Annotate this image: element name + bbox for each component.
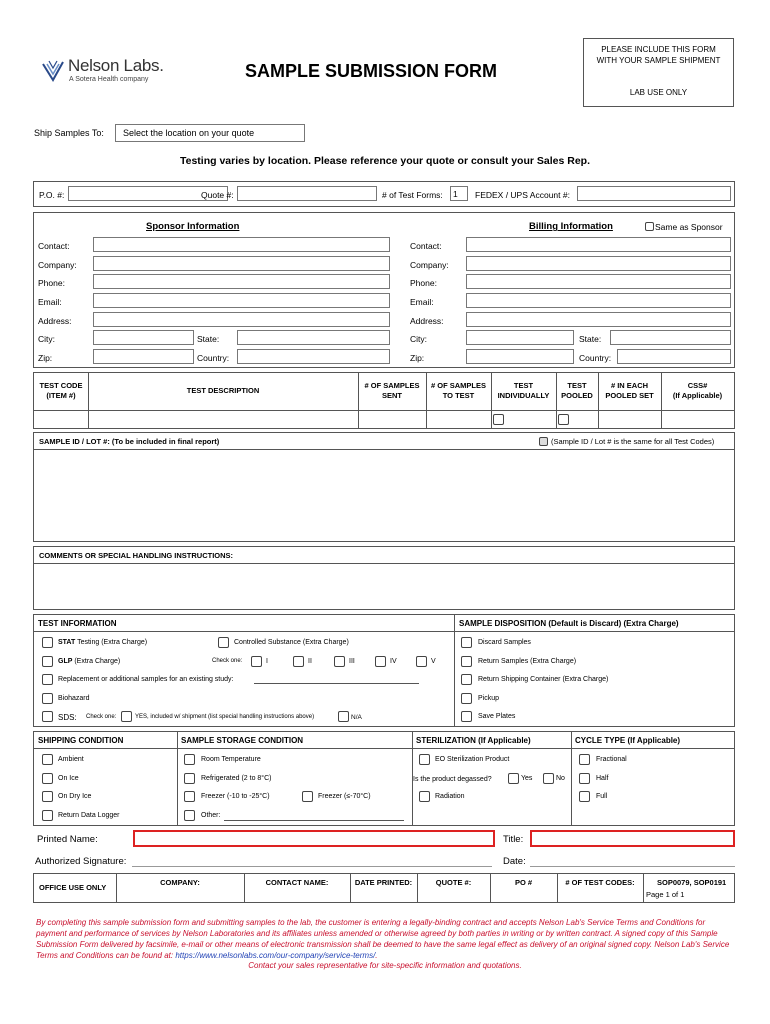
schedule-v-checkbox[interactable]: [416, 656, 427, 667]
col-samples-sent-b: SENT: [381, 391, 402, 400]
schedule-i-checkbox[interactable]: [251, 656, 262, 667]
glp-label-bold: GLP: [58, 658, 73, 665]
col-test-code: [34, 381, 88, 401]
dry-ice-checkbox[interactable]: [42, 791, 53, 802]
col-css-b: (If Applicable): [672, 391, 723, 400]
other-field[interactable]: [224, 820, 404, 821]
on-ice-checkbox[interactable]: [42, 773, 53, 784]
radiation-checkbox[interactable]: [419, 791, 430, 802]
schedule-iv-checkbox[interactable]: [375, 656, 386, 667]
billing-phone-label: Phone:: [410, 278, 437, 288]
sds-check-one: Check one:: [86, 714, 117, 720]
sds-yes-label: YES, included w/ shipment (list special handling instructions above): [135, 714, 315, 720]
billing-email-field[interactable]: [466, 293, 731, 308]
legal-footer: [36, 917, 736, 961]
office-use-label: OFFICE USE ONLY: [39, 883, 107, 892]
po-label: P.O. #:: [39, 190, 65, 200]
sponsor-city-label: City:: [38, 334, 55, 344]
logo-name: Nelson Labs.: [68, 56, 164, 75]
disposition-title: SAMPLE DISPOSITION (Default is Discard) (Extra Charge): [459, 619, 679, 628]
signature-field[interactable]: [132, 866, 492, 867]
logo-tagline: A Sotera Health company: [69, 76, 149, 83]
sponsor-phone-field[interactable]: [93, 274, 390, 289]
col-samples-to-test-a: # OF SAMPLES: [430, 381, 486, 390]
sds-na-label: N/A: [351, 714, 362, 721]
legal-text: By completing this sample submission form and submitting samples to the lab, the customer is entering a legally-binding contract and accepts Nelson Lab's Service Terms and Conditions for payment and performance of services by Nelson Laboratories and its affiliates unless amended or otherwise agreed by both parties in writing or by written contract. A signed copy of this Sample Submission Form delivered by facsimile, e-mail or other means of electronic transmission shall be deemed to have the same legal effect as delivery of an original signed copy. Nelson Lab's Service Terms and Conditions can be found at:: [36, 918, 730, 960]
printed-name-label: Printed Name:: [37, 834, 98, 845]
other-label: Other:: [201, 812, 221, 819]
page-title: SAMPLE SUBMISSION FORM: [245, 61, 498, 81]
pooled-checkbox[interactable]: [558, 414, 569, 425]
schedule-iii-checkbox[interactable]: [334, 656, 345, 667]
discard-label: Discard Samples: [478, 639, 531, 646]
quote-label: Quote #:: [201, 190, 234, 200]
room-temp-label: Room Temperature: [201, 756, 261, 763]
fedex-field[interactable]: [577, 186, 731, 201]
stat-label-rest: Testing (Extra Charge): [75, 639, 148, 646]
refrigerated-checkbox[interactable]: [184, 773, 195, 784]
degassed-yes-checkbox[interactable]: [508, 773, 519, 784]
billing-address-label: Address:: [410, 316, 444, 326]
billing-phone-field[interactable]: [466, 274, 731, 289]
schedule-iv-label: IV: [390, 658, 397, 665]
title-field[interactable]: [530, 830, 735, 847]
schedule-iii-label: III: [349, 658, 355, 665]
billing-country-field[interactable]: [617, 349, 731, 364]
comments-section: [33, 546, 735, 610]
authorized-signature-label: Authorized Signature:: [35, 856, 127, 867]
reference-row: [33, 181, 735, 207]
col-test-pooled-b: POOLED: [561, 391, 593, 400]
replacement-label: Replacement or additional samples for an existing study:: [58, 676, 234, 683]
col-samples-sent: [358, 381, 426, 401]
billing-city-field[interactable]: [466, 330, 574, 345]
office-date-printed: DATE PRINTED:: [354, 878, 413, 887]
shipping-title: SHIPPING CONDITION: [38, 736, 124, 745]
billing-address-field[interactable]: [466, 312, 731, 327]
eo-label: EO Sterilization Product: [435, 756, 510, 763]
sds-checkbox[interactable]: [42, 711, 53, 722]
sample-id-label: SAMPLE ID / LOT #: (To be included in final report): [39, 437, 220, 446]
stat-label-bold: STAT: [58, 639, 76, 646]
printed-name-field[interactable]: [133, 830, 495, 847]
logo: [40, 56, 170, 88]
office-use-table: [33, 873, 735, 903]
storage-title: SAMPLE STORAGE CONDITION: [181, 736, 304, 745]
office-test-codes: # OF TEST CODES:: [565, 878, 635, 887]
sponsor-zip-label: Zip:: [38, 353, 53, 363]
on-ice-label: On Ice: [58, 775, 79, 782]
sponsor-country-label: Country:: [197, 353, 230, 363]
replacement-field[interactable]: [254, 683, 419, 684]
office-sop: SOP0079, SOP0191: [657, 878, 727, 887]
sponsor-state-label: State:: [197, 334, 220, 344]
location-note: Testing varies by location. Please reference your quote or consult your Sales Rep.: [179, 155, 591, 167]
schedule-v-label: V: [431, 658, 436, 665]
col-samples-sent-a: # OF SAMPLES: [364, 381, 420, 390]
controlled-substance-checkbox[interactable]: [218, 637, 229, 648]
freezer1-checkbox[interactable]: [184, 791, 195, 802]
sample-id-input[interactable]: [35, 450, 733, 541]
sponsor-contact-label: Contact:: [38, 241, 70, 251]
col-in-each-pooled-b: POOLED SET: [605, 391, 654, 400]
schedule-i-label: I: [266, 658, 268, 665]
billing-contact-label: Contact:: [410, 241, 442, 251]
test-table: [33, 372, 735, 429]
individually-checkbox[interactable]: [493, 414, 504, 425]
lab-box-line1: PLEASE INCLUDE THIS FORM: [601, 45, 716, 54]
glp-label: [58, 658, 120, 665]
discard-checkbox[interactable]: [461, 637, 472, 648]
ship-location-value: Select the location on your quote: [123, 128, 255, 138]
controlled-substance-label: Controlled Substance (Extra Charge): [234, 639, 349, 646]
col-test-pooled: [556, 381, 598, 401]
col-css-a: CSS#: [687, 381, 708, 390]
office-contact: CONTACT NAME:: [265, 878, 329, 887]
col-test-individually-b: INDIVIDUALLY: [497, 391, 550, 400]
sponsor-company-label: Company:: [38, 260, 77, 270]
sponsor-email-field[interactable]: [93, 293, 390, 308]
legal-end: .: [375, 951, 378, 960]
ambient-checkbox[interactable]: [42, 754, 53, 765]
ambient-label: Ambient: [58, 756, 84, 763]
lab-use-only: LAB USE ONLY: [629, 88, 688, 97]
schedule-check-one: Check one:: [212, 658, 243, 664]
sponsor-zip-field[interactable]: [93, 349, 194, 364]
save-plates-label: Save Plates: [478, 713, 516, 720]
sponsor-city-field[interactable]: [93, 330, 194, 345]
test-info-section: [33, 614, 735, 727]
test-forms-value: 1: [453, 189, 458, 199]
test-info-title: TEST INFORMATION: [38, 619, 117, 628]
glp-label-rest: (Extra Charge): [72, 658, 121, 665]
freezer2-label: Freezer (≤-70°C): [318, 793, 371, 800]
half-label: Half: [596, 775, 609, 782]
sds-na-checkbox[interactable]: [338, 711, 349, 722]
same-as-sponsor-checkbox[interactable]: [645, 222, 654, 231]
sponsor-address-label: Address:: [38, 316, 72, 326]
test-forms-field[interactable]: [450, 186, 468, 201]
return-container-checkbox[interactable]: [461, 674, 472, 685]
sponsor-contact-field[interactable]: [93, 237, 390, 252]
col-test-pooled-a: TEST: [567, 381, 587, 390]
sponsor-phone-label: Phone:: [38, 278, 65, 288]
sds-yes-checkbox[interactable]: [121, 711, 132, 722]
sponsor-state-field[interactable]: [237, 330, 390, 345]
eo-checkbox[interactable]: [419, 754, 430, 765]
billing-state-field[interactable]: [610, 330, 731, 345]
comments-input[interactable]: [35, 564, 733, 609]
office-quote: QUOTE #:: [435, 878, 472, 887]
ship-to-label: Ship Samples To:: [34, 128, 104, 138]
billing-title: Billing Information: [529, 221, 613, 232]
fractional-checkbox[interactable]: [579, 754, 590, 765]
full-checkbox[interactable]: [579, 791, 590, 802]
save-plates-checkbox[interactable]: [461, 711, 472, 722]
schedule-ii-checkbox[interactable]: [293, 656, 304, 667]
col-samples-to-test-b: TO TEST: [442, 391, 475, 400]
col-in-each-pooled-a: # IN EACH: [610, 381, 649, 390]
refrigerated-label: Refrigerated (2 to 8°C): [201, 775, 272, 782]
fedex-label: FEDEX / UPS Account #:: [475, 190, 570, 200]
same-as-sponsor-label: Same as Sponsor: [655, 222, 723, 232]
other-checkbox[interactable]: [184, 810, 195, 821]
sample-id-same-checkbox[interactable]: [539, 437, 548, 446]
date-field[interactable]: [530, 866, 735, 867]
sponsor-company-field[interactable]: [93, 256, 390, 271]
sponsor-billing-section: [33, 212, 735, 368]
data-logger-checkbox[interactable]: [42, 810, 53, 821]
billing-country-label: Country:: [579, 353, 612, 363]
return-samples-label: Return Samples (Extra Charge): [478, 658, 577, 665]
freezer2-checkbox[interactable]: [302, 791, 313, 802]
col-in-each-pooled: [598, 381, 661, 401]
return-container-label: Return Shipping Container (Extra Charge): [478, 676, 609, 683]
office-page: Page 1 of 1: [646, 890, 685, 899]
lab-use-box: [583, 38, 734, 107]
half-checkbox[interactable]: [579, 773, 590, 784]
col-test-description: TEST DESCRIPTION: [186, 386, 260, 395]
degassed-label: Is the product degassed?: [413, 776, 492, 783]
lab-box-line2: WITH YOUR SAMPLE SHIPMENT: [596, 56, 721, 65]
billing-city-label: City:: [410, 334, 427, 344]
sample-id-same-note: (Sample ID / Lot # is the same for all Test Codes): [551, 437, 715, 446]
comments-label: COMMENTS OR SPECIAL HANDLING INSTRUCTIONS:: [39, 551, 234, 560]
stat-label: [58, 639, 147, 646]
col-test-individually-a: TEST: [513, 381, 534, 390]
billing-zip-label: Zip:: [410, 353, 425, 363]
test-forms-label: # of Test Forms:: [382, 190, 443, 200]
col-test-code-a: TEST CODE: [39, 381, 83, 390]
col-test-code-b: (ITEM #): [46, 391, 76, 400]
pickup-checkbox[interactable]: [461, 693, 472, 704]
title-label: Title:: [503, 834, 524, 845]
biohazard-checkbox[interactable]: [42, 693, 53, 704]
billing-state-label: State:: [579, 334, 602, 344]
col-samples-to-test: [426, 381, 491, 401]
sterilization-title: STERILIZATION (If Applicable): [416, 736, 531, 745]
radiation-label: Radiation: [435, 793, 465, 800]
col-test-individually: [491, 381, 556, 401]
sample-id-section: [33, 432, 735, 542]
room-temp-checkbox[interactable]: [184, 754, 195, 765]
date-label: Date:: [503, 856, 526, 867]
ship-location-select[interactable]: [115, 124, 305, 142]
replacement-checkbox[interactable]: [42, 674, 53, 685]
quote-field[interactable]: [237, 186, 377, 201]
biohazard-label: Biohazard: [58, 695, 90, 702]
fractional-label: Fractional: [596, 756, 627, 763]
test-description-input[interactable]: [89, 411, 358, 428]
cycle-title: CYCLE TYPE (If Applicable): [575, 736, 681, 745]
billing-zip-field[interactable]: [466, 349, 574, 364]
stat-checkbox[interactable]: [42, 637, 53, 648]
sds-label: SDS:: [58, 713, 77, 722]
sponsor-country-field[interactable]: [237, 349, 390, 364]
contact-sales-note: Contact your sales representative for site-specific information and quotations.: [248, 961, 522, 970]
full-label: Full: [596, 793, 608, 800]
col-css: [661, 381, 734, 401]
sponsor-email-label: Email:: [38, 297, 62, 307]
billing-email-label: Email:: [410, 297, 434, 307]
degassed-yes-label: Yes: [521, 775, 533, 782]
schedule-ii-label: II: [308, 658, 312, 665]
billing-company-label: Company:: [410, 260, 449, 270]
office-company: COMPANY:: [160, 878, 200, 887]
glp-checkbox[interactable]: [42, 656, 53, 667]
dry-ice-label: On Dry Ice: [58, 793, 92, 800]
freezer1-label: Freezer (-10 to -25°C): [201, 793, 270, 800]
degassed-no-label: No: [556, 775, 565, 782]
sponsor-address-field[interactable]: [93, 312, 390, 327]
pickup-label: Pickup: [478, 695, 500, 702]
test-code-input[interactable]: [35, 411, 88, 428]
billing-company-field[interactable]: [466, 256, 731, 271]
degassed-no-checkbox[interactable]: [543, 773, 554, 784]
service-terms-link[interactable]: https://www.nelsonlabs.com/our-company/service-terms/: [175, 951, 376, 960]
nelson-labs-logo-icon: [40, 58, 66, 84]
sponsor-title: Sponsor Information: [146, 221, 240, 232]
data-logger-label: Return Data Logger: [58, 812, 120, 819]
billing-contact-field[interactable]: [466, 237, 731, 252]
return-samples-checkbox[interactable]: [461, 656, 472, 667]
conditions-section: [33, 731, 735, 826]
office-po: PO #: [514, 878, 533, 887]
